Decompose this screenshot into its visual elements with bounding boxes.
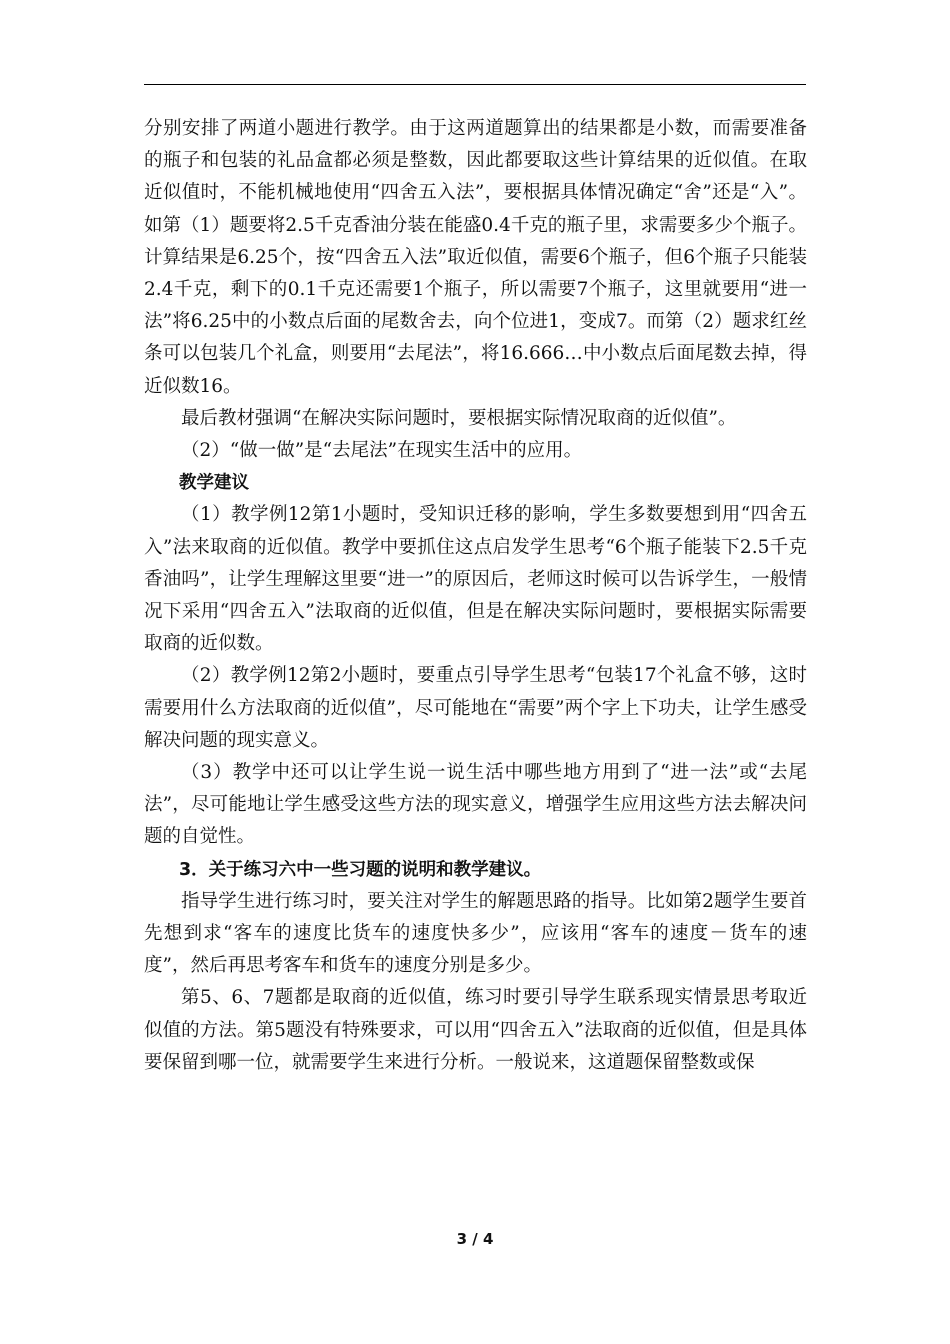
document-body bbox=[144, 113, 807, 1079]
paragraph-suggestion-3: （3）教学中还可以让学生说一说生活中哪些地方用到了“进一法”或“去尾法”，尽可能地让学生感受这些方法的现实意义，增强学生应用这些方法去解决问题的自觉性。 bbox=[144, 762, 807, 848]
paragraph-exercise-guidance: 指导学生进行练习时，要关注对学生的解题思路的指导。比如第2题学生要首先想到求“客车的速度比货车的速度快多少”，应该用“客车的速度－货车的速度”，然后再思考客车和货车的速度分别是多少。 bbox=[144, 890, 807, 977]
header-rule bbox=[144, 84, 806, 85]
paragraph-1: 分别安排了两道小题进行教学。由于这两道题算出的结果都是小数，而需要准备的瓶子和包装的礼品盒都必须是整数，因此都要取这些计算结果的近似值。在取近似值时，不能机械地使用“四舍五入法”，要根据具体情况确定“舍”还是“入”。如第（1）题要将2.5千克香油分装在能盛0.4千克的瓶子里，求需要多少个瓶子。计算结果是6.25个，按“四舍五入法”取近似值，需要6个瓶子，但6个瓶子只能装2.4千克，剩下的0.1千克还需要1个瓶子，所以需要7个瓶子，这里就要用“进一法”将6.25中的小数点后面的尾数舍去，向个位进1，变成7。而第（2）题求红丝条可以包装几个礼盒，则要用“去尾法”，将16.666…中小数点后面尾数去掉，得近似数16。 bbox=[144, 118, 807, 397]
section-heading-teaching-suggestions: 教学建议 bbox=[179, 473, 249, 494]
section-heading-exercise-6: 3．关于练习六中一些习题的说明和教学建议。 bbox=[179, 859, 542, 880]
paragraph-suggestion-2: （2）教学例12第2小题时，要重点引导学生思考“包装17个礼盒不够，这时需要用什么方法取商的近似值”，尽可能地在“需要”两个字上下功夫，让学生感受解决问题的现实意义。 bbox=[144, 665, 807, 751]
paragraph-3: （2）“做一做”是“去尾法”在现实生活中的应用。 bbox=[181, 440, 583, 462]
paragraph-exercise-5-6-7: 第5、6、7题都是取商的近似值，练习时要引导学生联系现实情景思考取近似值的方法。第5题没有特殊要求，可以用“四舍五入”法取商的近似值，但是具体要保留到哪一位，就需要学生来进行分析。一般说来，这道题保留整数或保 bbox=[144, 987, 807, 1073]
page-number: 3 / 4 bbox=[456, 1230, 494, 1248]
paragraph-2: 最后教材强调“在解决实际问题时，要根据实际情况取商的近似值”。 bbox=[181, 407, 737, 429]
paragraph-suggestion-1: （1）教学例12第1小题时，受知识迁移的影响，学生多数要想到用“四舍五入”法来取商的近似值。教学中要抓住这点启发学生思考“6个瓶子能装下2.5千克香油吗”，让学生理解这里要“进一”的原因后，老师这时候可以告诉学生，一般情况下采用“四舍五入”法取商的近似值，但是在解决实际问题时，要根据实际需要取商的近似数。 bbox=[144, 504, 807, 655]
